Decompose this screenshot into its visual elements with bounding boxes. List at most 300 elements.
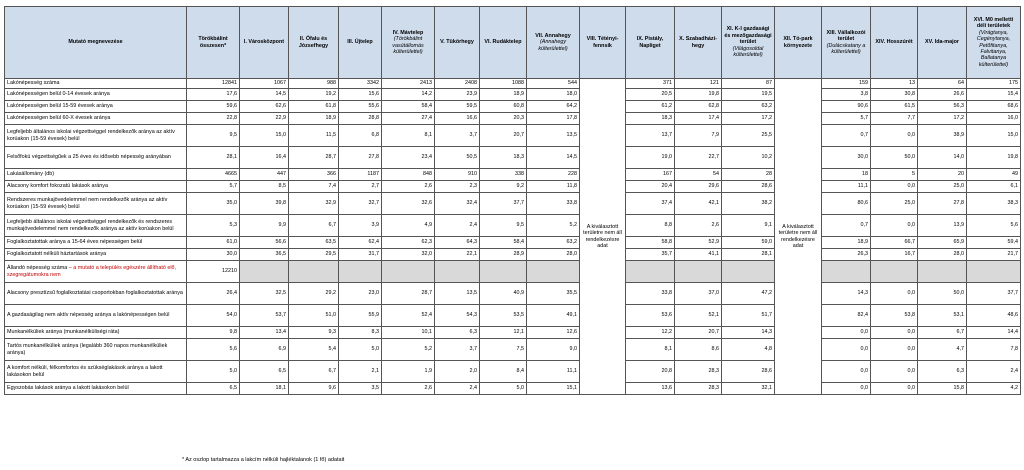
value-cell: 28 bbox=[722, 169, 775, 181]
value-cell: 32,9 bbox=[289, 193, 339, 215]
value-cell: 1,9 bbox=[382, 361, 435, 383]
value-cell: 7,7 bbox=[871, 113, 918, 125]
column-header-title: II. Ófalu és Józsefhegy bbox=[298, 36, 329, 49]
value-cell: 23,9 bbox=[435, 89, 480, 101]
value-cell: 19,2 bbox=[289, 89, 339, 101]
value-cell: 14,0 bbox=[918, 147, 967, 169]
value-cell: 26,4 bbox=[187, 283, 240, 305]
value-cell: 988 bbox=[289, 79, 339, 89]
value-cell: 22,9 bbox=[240, 113, 289, 125]
value-cell: 228 bbox=[527, 169, 580, 181]
value-cell: 20,4 bbox=[626, 181, 675, 193]
value-cell: 167 bbox=[626, 169, 675, 181]
value-cell: 5,7 bbox=[187, 181, 240, 193]
value-cell: 338 bbox=[480, 169, 527, 181]
value-cell: 28,6 bbox=[722, 181, 775, 193]
value-cell: 25,5 bbox=[722, 125, 775, 147]
value-cell: 3,8 bbox=[822, 89, 871, 101]
value-cell: 17,8 bbox=[527, 113, 580, 125]
table-row bbox=[5, 193, 1021, 215]
value-cell: 8,4 bbox=[480, 361, 527, 383]
table-row bbox=[5, 249, 1021, 261]
value-cell: 4,8 bbox=[722, 339, 775, 361]
column-header-title: Mutató megnevezése bbox=[68, 39, 123, 46]
indicator-name bbox=[5, 79, 187, 89]
indicator-name bbox=[5, 361, 187, 383]
value-cell: 61,8 bbox=[289, 101, 339, 113]
value-cell: 53,8 bbox=[871, 305, 918, 327]
column-header-subtitle: (Annahegy külterülettel) bbox=[538, 39, 568, 52]
value-cell: 63,5 bbox=[289, 237, 339, 249]
value-cell: 32,7 bbox=[339, 193, 382, 215]
no-data-merged-cell: A kiválasztott területre nem áll rendelkezésre adat bbox=[775, 79, 822, 395]
value-cell: 10,2 bbox=[722, 147, 775, 169]
column-header bbox=[435, 7, 480, 79]
value-cell: 28,0 bbox=[527, 249, 580, 261]
indicator-label: Felsőfokú végzettségűek a 25 éves és idősebb népesség arányában bbox=[7, 154, 171, 161]
value-cell: 18,9 bbox=[289, 113, 339, 125]
value-cell: 48,6 bbox=[967, 305, 1021, 327]
value-cell: 5,7 bbox=[822, 113, 871, 125]
value-cell: 2,6 bbox=[675, 215, 722, 237]
value-cell: 15,0 bbox=[240, 125, 289, 147]
value-cell: 65,9 bbox=[918, 237, 967, 249]
value-cell: 5,3 bbox=[187, 215, 240, 237]
value-cell: 28,3 bbox=[675, 361, 722, 383]
column-header-subtitle: (Világosoldal külterülettel) bbox=[732, 45, 764, 59]
indicator-table bbox=[4, 6, 1021, 395]
value-cell: 5,6 bbox=[967, 215, 1021, 237]
value-cell: 1067 bbox=[240, 79, 289, 89]
value-cell: 18 bbox=[822, 169, 871, 181]
value-cell: 28,1 bbox=[722, 249, 775, 261]
value-cell: 8,1 bbox=[626, 339, 675, 361]
table-row bbox=[5, 101, 1021, 113]
value-cell: 28,3 bbox=[675, 383, 722, 395]
value-cell: 11,5 bbox=[289, 125, 339, 147]
header-indicator-name bbox=[5, 7, 187, 79]
value-cell: 61,5 bbox=[871, 101, 918, 113]
value-cell: 17,2 bbox=[722, 113, 775, 125]
value-cell: 58,4 bbox=[382, 101, 435, 113]
value-cell: 6,9 bbox=[240, 339, 289, 361]
column-header bbox=[626, 7, 675, 79]
value-cell: 0,0 bbox=[871, 383, 918, 395]
value-cell: 10,1 bbox=[382, 327, 435, 339]
column-header-title: XV. Ida-major bbox=[925, 39, 959, 46]
value-cell: 12,2 bbox=[626, 327, 675, 339]
value-cell: 53,5 bbox=[480, 305, 527, 327]
value-cell: 28,7 bbox=[289, 147, 339, 169]
value-cell bbox=[626, 261, 675, 283]
value-cell: 6,5 bbox=[240, 361, 289, 383]
value-cell: 8,6 bbox=[675, 339, 722, 361]
value-cell: 0,0 bbox=[822, 339, 871, 361]
value-cell: 8,8 bbox=[626, 215, 675, 237]
value-cell bbox=[722, 261, 775, 283]
indicator-name bbox=[5, 89, 187, 101]
value-cell: 14,3 bbox=[822, 283, 871, 305]
value-cell: 50,5 bbox=[435, 147, 480, 169]
value-cell: 28,1 bbox=[187, 147, 240, 169]
column-header-title: XI. K-I gazdasági és mezőgazdasági terület bbox=[724, 26, 772, 46]
value-cell bbox=[918, 261, 967, 283]
value-cell bbox=[480, 261, 527, 283]
value-cell: 9,6 bbox=[289, 383, 339, 395]
value-cell: 4,2 bbox=[967, 383, 1021, 395]
value-cell: 15,6 bbox=[339, 89, 382, 101]
value-cell: 5,6 bbox=[187, 339, 240, 361]
indicator-label: Rendszeres munkajövedelemmel nem rendelkezők aránya az aktív korúakon (15-59 évesek) belül bbox=[7, 197, 168, 210]
table-row bbox=[5, 237, 1021, 249]
value-cell: 55,9 bbox=[339, 305, 382, 327]
table-row bbox=[5, 305, 1021, 327]
value-cell: 0,0 bbox=[822, 327, 871, 339]
value-cell: 55,6 bbox=[339, 101, 382, 113]
indicator-label: Munkanélküliek aránya (munkanélküliségi ráta) bbox=[7, 329, 120, 336]
value-cell: 0,0 bbox=[871, 215, 918, 237]
value-cell: 0,0 bbox=[871, 361, 918, 383]
indicator-name bbox=[5, 261, 187, 283]
column-header-title: XII. Tó-park környezete bbox=[783, 36, 813, 49]
column-header bbox=[527, 7, 580, 79]
value-cell: 6,7 bbox=[918, 327, 967, 339]
value-cell bbox=[967, 261, 1021, 283]
value-cell: 19,8 bbox=[675, 89, 722, 101]
value-cell: 28,0 bbox=[918, 249, 967, 261]
value-cell: 82,4 bbox=[822, 305, 871, 327]
value-cell: 15,8 bbox=[918, 383, 967, 395]
value-cell: 13,7 bbox=[626, 125, 675, 147]
value-cell: 87 bbox=[722, 79, 775, 89]
value-cell: 1088 bbox=[480, 79, 527, 89]
indicator-label: A komfort nélküli, félkomfortos és szükséglakások aránya a lakott lakásokon belül bbox=[7, 365, 163, 378]
value-cell: 28,8 bbox=[339, 113, 382, 125]
value-cell: 49 bbox=[967, 169, 1021, 181]
value-cell: 23,0 bbox=[339, 283, 382, 305]
value-cell: 68,6 bbox=[967, 101, 1021, 113]
value-cell: 30,8 bbox=[871, 89, 918, 101]
value-cell: 37,7 bbox=[480, 193, 527, 215]
value-cell: 9,3 bbox=[289, 327, 339, 339]
value-cell: 4,9 bbox=[382, 215, 435, 237]
indicator-label: A gazdaságilag nem aktív népesség aránya a lakónépességen belül bbox=[7, 312, 170, 319]
value-cell: 37,7 bbox=[967, 283, 1021, 305]
indicator-name bbox=[5, 101, 187, 113]
value-cell: 20,7 bbox=[675, 327, 722, 339]
value-cell: 2,0 bbox=[435, 361, 480, 383]
indicator-label: Állandó népesség száma bbox=[7, 265, 68, 272]
value-cell: 32,4 bbox=[435, 193, 480, 215]
value-cell: 0,0 bbox=[871, 125, 918, 147]
column-header bbox=[967, 7, 1021, 79]
value-cell: 2,4 bbox=[967, 361, 1021, 383]
value-cell: 32,0 bbox=[382, 249, 435, 261]
value-cell: 38,2 bbox=[722, 193, 775, 215]
value-cell bbox=[871, 261, 918, 283]
value-cell: 1187 bbox=[339, 169, 382, 181]
indicator-name bbox=[5, 339, 187, 361]
value-cell: 15,1 bbox=[527, 383, 580, 395]
value-cell: 8,5 bbox=[240, 181, 289, 193]
value-cell: 6,5 bbox=[187, 383, 240, 395]
value-cell: 9,2 bbox=[480, 181, 527, 193]
value-cell: 28,7 bbox=[382, 283, 435, 305]
value-cell: 16,0 bbox=[967, 113, 1021, 125]
indicator-name bbox=[5, 147, 187, 169]
value-cell: 19,0 bbox=[626, 147, 675, 169]
value-cell: 54,0 bbox=[187, 305, 240, 327]
value-cell: 33,8 bbox=[626, 283, 675, 305]
table-row bbox=[5, 361, 1021, 383]
value-cell: 26,3 bbox=[822, 249, 871, 261]
value-cell: 7,8 bbox=[967, 339, 1021, 361]
table-row bbox=[5, 383, 1021, 395]
indicator-name bbox=[5, 383, 187, 395]
column-header bbox=[382, 7, 435, 79]
column-header bbox=[480, 7, 527, 79]
column-header-subtitle: (Dulácskatany a külterülettel) bbox=[826, 42, 866, 55]
value-cell: 53,1 bbox=[918, 305, 967, 327]
value-cell: 11,1 bbox=[822, 181, 871, 193]
value-cell: 121 bbox=[675, 79, 722, 89]
value-cell: 544 bbox=[527, 79, 580, 89]
value-cell: 5 bbox=[871, 169, 918, 181]
value-cell: 64,3 bbox=[435, 237, 480, 249]
value-cell: 28,6 bbox=[722, 361, 775, 383]
value-cell: 2,3 bbox=[435, 181, 480, 193]
value-cell: 8,3 bbox=[339, 327, 382, 339]
indicator-name bbox=[5, 125, 187, 147]
value-cell: 6,8 bbox=[339, 125, 382, 147]
value-cell: 9,8 bbox=[187, 327, 240, 339]
value-cell: 4665 bbox=[187, 169, 240, 181]
column-header-title: IX. Pistály, Napliget bbox=[636, 36, 664, 49]
value-cell: 7,5 bbox=[480, 339, 527, 361]
value-cell: 62,6 bbox=[240, 101, 289, 113]
value-cell: 51,0 bbox=[289, 305, 339, 327]
value-cell: 14,5 bbox=[527, 147, 580, 169]
value-cell: 9,5 bbox=[480, 215, 527, 237]
indicator-name bbox=[5, 305, 187, 327]
value-cell: 14,3 bbox=[722, 327, 775, 339]
value-cell: 66,7 bbox=[871, 237, 918, 249]
column-header-subtitle: (Virágtanya, Cegénytanya, Petőfitanya, Falvitanya, Ballatanya külterülettel) bbox=[976, 29, 1011, 68]
value-cell: 56,3 bbox=[918, 101, 967, 113]
table-row bbox=[5, 327, 1021, 339]
value-cell: 18,1 bbox=[240, 383, 289, 395]
value-cell: 22,1 bbox=[435, 249, 480, 261]
value-cell: 58,4 bbox=[480, 237, 527, 249]
value-cell: 28,9 bbox=[480, 249, 527, 261]
column-header-title: VIII. Tétényi-fennsík bbox=[586, 36, 619, 49]
value-cell: 61,2 bbox=[626, 101, 675, 113]
value-cell: 0,0 bbox=[871, 327, 918, 339]
value-cell: 6,7 bbox=[289, 215, 339, 237]
value-cell: 18,3 bbox=[480, 147, 527, 169]
value-cell: 29,2 bbox=[289, 283, 339, 305]
value-cell: 49,1 bbox=[527, 305, 580, 327]
table-row bbox=[5, 215, 1021, 237]
value-cell: 12841 bbox=[187, 79, 240, 89]
value-cell: 26,6 bbox=[918, 89, 967, 101]
value-cell: 13,9 bbox=[918, 215, 967, 237]
indicator-label: Lakásállomány (db) bbox=[7, 171, 55, 178]
value-cell: 2,1 bbox=[339, 361, 382, 383]
value-cell: 59,5 bbox=[435, 101, 480, 113]
value-cell: 0,0 bbox=[822, 383, 871, 395]
indicator-name bbox=[5, 327, 187, 339]
value-cell: 18,0 bbox=[527, 89, 580, 101]
table-row bbox=[5, 261, 1021, 283]
table-row bbox=[5, 181, 1021, 193]
value-cell: 56,6 bbox=[240, 237, 289, 249]
value-cell: 13,5 bbox=[435, 283, 480, 305]
value-cell: 29,5 bbox=[289, 249, 339, 261]
value-cell: 50,0 bbox=[918, 283, 967, 305]
value-cell: 9,5 bbox=[187, 125, 240, 147]
value-cell: 3342 bbox=[339, 79, 382, 89]
value-cell: 22,7 bbox=[675, 147, 722, 169]
value-cell bbox=[527, 261, 580, 283]
value-cell: 8,1 bbox=[382, 125, 435, 147]
column-header bbox=[580, 7, 626, 79]
value-cell: 32,6 bbox=[382, 193, 435, 215]
value-cell: 2408 bbox=[435, 79, 480, 89]
table-row bbox=[5, 339, 1021, 361]
value-cell: 32,5 bbox=[240, 283, 289, 305]
value-cell: 16,6 bbox=[435, 113, 480, 125]
value-cell: 30,0 bbox=[822, 147, 871, 169]
value-cell: 18,9 bbox=[480, 89, 527, 101]
value-cell: 40,9 bbox=[480, 283, 527, 305]
column-header bbox=[871, 7, 918, 79]
value-cell: 38,3 bbox=[967, 193, 1021, 215]
value-cell: 54,3 bbox=[435, 305, 480, 327]
indicator-label: Alacsony presztízsű foglalkoztatási csoportokban foglalkoztatottak aránya bbox=[7, 290, 183, 297]
value-cell: 51,7 bbox=[722, 305, 775, 327]
value-cell: 371 bbox=[626, 79, 675, 89]
value-cell: 29,6 bbox=[675, 181, 722, 193]
value-cell: 35,5 bbox=[527, 283, 580, 305]
value-cell: 80,6 bbox=[822, 193, 871, 215]
value-cell: 39,8 bbox=[240, 193, 289, 215]
value-cell: 159 bbox=[822, 79, 871, 89]
value-cell: 0,7 bbox=[822, 125, 871, 147]
value-cell: 90,6 bbox=[822, 101, 871, 113]
value-cell: 4,7 bbox=[918, 339, 967, 361]
column-header-title: IV. Mávtelep bbox=[392, 29, 424, 36]
value-cell bbox=[289, 261, 339, 283]
value-cell: 23,4 bbox=[382, 147, 435, 169]
value-cell: 35,0 bbox=[187, 193, 240, 215]
value-cell bbox=[822, 261, 871, 283]
value-cell: 25,0 bbox=[871, 193, 918, 215]
column-header-title: XVI. M0 melletti déli területek bbox=[973, 16, 1014, 30]
column-header-title: X. Szabadházi-hegy bbox=[679, 36, 717, 49]
value-cell: 5,4 bbox=[289, 339, 339, 361]
value-cell: 3,9 bbox=[339, 215, 382, 237]
value-cell: 14,2 bbox=[382, 89, 435, 101]
value-cell: 32,1 bbox=[722, 383, 775, 395]
value-cell: 20,5 bbox=[626, 89, 675, 101]
value-cell: 2413 bbox=[382, 79, 435, 89]
value-cell: 41,1 bbox=[675, 249, 722, 261]
value-cell: 19,5 bbox=[722, 89, 775, 101]
value-cell: 20 bbox=[918, 169, 967, 181]
indicator-label: Foglalkoztatottak aránya a 15-64 éves népességen belül bbox=[7, 239, 143, 246]
value-cell bbox=[240, 261, 289, 283]
column-header-title: Törökbálint összesen* bbox=[198, 36, 228, 49]
value-cell: 37,4 bbox=[626, 193, 675, 215]
value-cell: 5,0 bbox=[187, 361, 240, 383]
column-header bbox=[289, 7, 339, 79]
value-cell: 14,4 bbox=[967, 327, 1021, 339]
indicator-name bbox=[5, 283, 187, 305]
table-container bbox=[4, 6, 1020, 395]
value-cell: 19,8 bbox=[967, 147, 1021, 169]
indicator-name bbox=[5, 181, 187, 193]
value-cell: 63,2 bbox=[722, 101, 775, 113]
table-row bbox=[5, 79, 1021, 89]
indicator-label: Egyszobás lakások aránya a lakott lakásokon belül bbox=[7, 385, 129, 392]
value-cell: 17,2 bbox=[918, 113, 967, 125]
value-cell: 21,7 bbox=[967, 249, 1021, 261]
value-cell: 6,3 bbox=[435, 327, 480, 339]
value-cell: 12210 bbox=[187, 261, 240, 283]
value-cell: 52,9 bbox=[675, 237, 722, 249]
value-cell: 3,7 bbox=[435, 339, 480, 361]
column-header-title: VI. Rudáktelep bbox=[484, 39, 522, 46]
value-cell: 447 bbox=[240, 169, 289, 181]
value-cell: 30,0 bbox=[187, 249, 240, 261]
indicator-label: Foglalkoztatott nélküli háztartások aránya bbox=[7, 251, 107, 258]
column-header-title: XIV. Hosszúrét bbox=[875, 39, 913, 46]
footnote: * Az oszlop tartalmazza a lakcím nélküli hajléktalanok (1 fő) adatait bbox=[182, 457, 345, 463]
table-row bbox=[5, 283, 1021, 305]
value-cell: 37,0 bbox=[675, 283, 722, 305]
table-row bbox=[5, 89, 1021, 101]
indicator-name bbox=[5, 193, 187, 215]
value-cell: 25,0 bbox=[918, 181, 967, 193]
value-cell: 0,0 bbox=[822, 361, 871, 383]
value-cell: 6,3 bbox=[918, 361, 967, 383]
indicator-name bbox=[5, 169, 187, 181]
value-cell: 3,7 bbox=[435, 125, 480, 147]
value-cell: 38,9 bbox=[918, 125, 967, 147]
value-cell: 63,2 bbox=[527, 237, 580, 249]
value-cell: 35,7 bbox=[626, 249, 675, 261]
value-cell: 5,0 bbox=[339, 339, 382, 361]
value-cell: 6,1 bbox=[967, 181, 1021, 193]
value-cell: 9,9 bbox=[240, 215, 289, 237]
value-cell: 62,4 bbox=[339, 237, 382, 249]
value-cell: 14,5 bbox=[240, 89, 289, 101]
value-cell: 848 bbox=[382, 169, 435, 181]
column-header-title: I. Városközpont bbox=[243, 39, 285, 46]
indicator-label: Alacsony komfort fokozatú lakások aránya bbox=[7, 183, 108, 190]
value-cell: 47,2 bbox=[722, 283, 775, 305]
value-cell: 13,5 bbox=[527, 125, 580, 147]
column-header bbox=[675, 7, 722, 79]
value-cell: 9,0 bbox=[527, 339, 580, 361]
value-cell bbox=[435, 261, 480, 283]
column-header-title: V. Tükörhegy bbox=[440, 39, 474, 46]
value-cell: 58,8 bbox=[626, 237, 675, 249]
value-cell: 13 bbox=[871, 79, 918, 89]
value-cell: 2,4 bbox=[435, 383, 480, 395]
value-cell: 5,0 bbox=[480, 383, 527, 395]
